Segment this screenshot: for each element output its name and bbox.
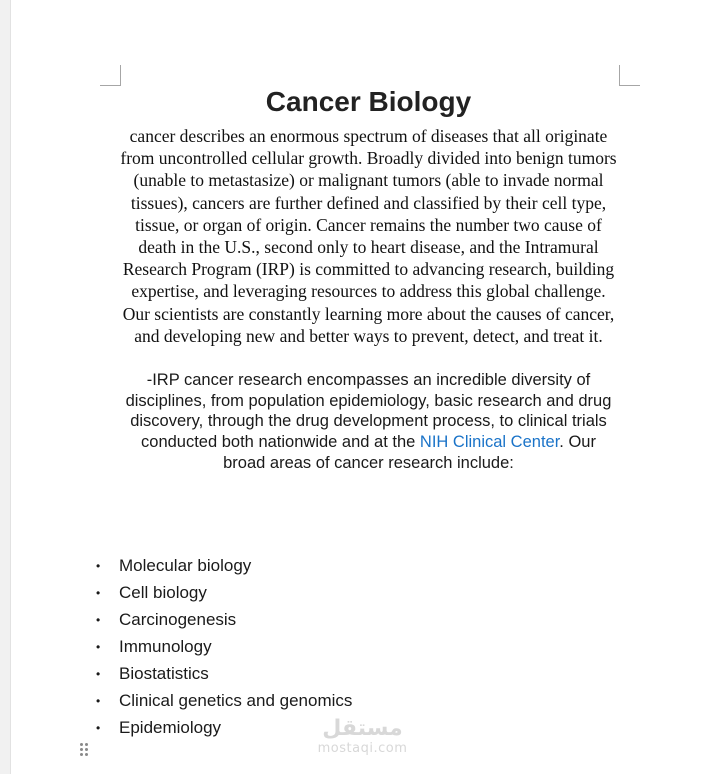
list-item-label: Clinical genetics and genomics <box>119 690 353 710</box>
list-item-label: Cell biology <box>119 582 207 602</box>
watermark-latin: mostaqi.com <box>317 741 408 756</box>
left-gutter <box>0 0 11 774</box>
list-item-label: Carcinogenesis <box>119 609 237 629</box>
research-paragraph-text-end: . Our broad areas of cancer research include: <box>223 433 596 472</box>
watermark-arabic: مستقل <box>322 716 403 741</box>
list-item <box>96 579 352 606</box>
bullet-icon: • <box>96 666 101 681</box>
drag-dot <box>85 743 88 746</box>
drag-dot <box>80 748 83 751</box>
page-margin-corner-top-left <box>100 65 121 86</box>
bullet-icon: • <box>96 558 101 573</box>
drag-handle-icon[interactable] <box>80 743 90 759</box>
research-paragraph-text: -IRP cancer research encompasses an incredible diversity of disciplines, from population epidemiology, basic research and drug discovery, through the drug development process, to clinical trials conducted both nationwide and at the <box>125 371 612 452</box>
drag-dot <box>80 753 83 756</box>
research-areas-list <box>96 552 352 741</box>
list-item-label: Immunology <box>119 636 212 656</box>
list-item <box>96 552 352 579</box>
drag-dot <box>85 753 88 756</box>
research-paragraph <box>120 370 617 474</box>
list-item-label: Molecular biology <box>119 555 252 575</box>
intro-paragraph: cancer describes an enormous spectrum of diseases that all originate from uncontrolled cellular growth. Broadly divided into benign tumors (unable to metastasize) or malignant tumors (able to invade normal tissues), cancers are further defined and classified by their cell type, tissue, or organ of origin. Cancer remains the number two cause of death in the U.S., second only to heart disease, and the Intramural Research Program (IRP) is committed to advancing research, building expertise, and leveraging resources to address this global challenge. Our scientists are constantly learning more about the causes of cancer, and developing new and better ways to prevent, detect, and treat it. <box>120 126 617 346</box>
page-margin-corner-top-right <box>619 65 640 86</box>
document-body[interactable] <box>120 84 617 474</box>
drag-dot <box>85 748 88 751</box>
bullet-icon: • <box>96 639 101 654</box>
bullet-icon: • <box>96 693 101 708</box>
bullet-icon: • <box>96 585 101 600</box>
drag-dot <box>80 743 83 746</box>
list-item-label: Epidemiology <box>119 717 222 737</box>
bullet-icon: • <box>96 720 101 735</box>
bullet-icon: • <box>96 612 101 627</box>
list-item-label: Biostatistics <box>119 663 209 683</box>
list-item <box>96 687 352 714</box>
watermark-logo <box>310 716 415 764</box>
list-item <box>96 606 352 633</box>
list-item <box>96 633 352 660</box>
nih-clinical-center-link[interactable]: NIH Clinical Center <box>419 433 560 452</box>
list-item <box>96 660 352 687</box>
document-title: Cancer Biology <box>265 86 472 117</box>
